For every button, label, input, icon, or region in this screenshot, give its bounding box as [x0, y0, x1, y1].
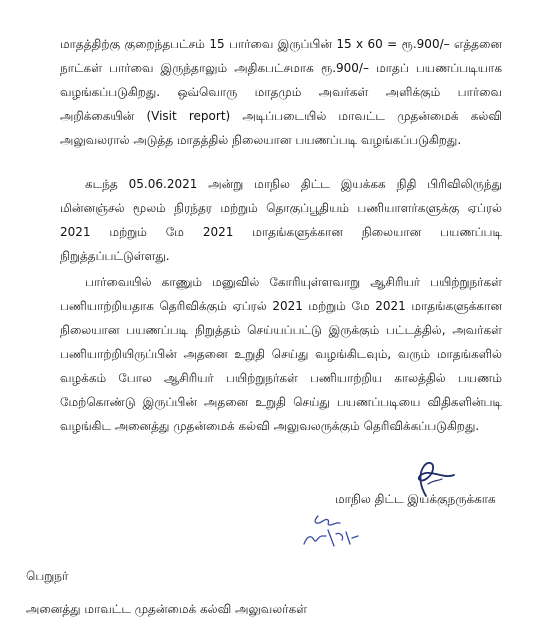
recipient-label: பெறுநர்: [26, 569, 69, 583]
paragraph-travel-allowance-rule: மாதத்திற்கு குறைந்தபட்சம் 15 பார்வை இருப்பின் 15 x 60 = ரூ.900/– எத்தனை நாட்கள் பார்வை இருந்தாலும் அதிகபட்சமாக ரூ.900/– மாதப் பயணப்படியாக வழங்கப்படுகிறது. ஒவ்வொரு மாதமும் அவர்கள் அளிக்கும் பார்வை அறிக்கையின் (Visit report) அடிப்படையில் மாவட்ட முதன்மைக் கல்வி அலுவலரால் அடுத்த மாதத்தில் நிலையான பயணப்படி வழங்கப்படுகிறது.: [60, 37, 502, 147]
initials-icon: [292, 506, 372, 554]
signatory-title: மாநில திட்ட இயக்குநருக்காக: [335, 492, 496, 506]
paragraph-instruction: பார்வையில் காணும் மனுவில் கோரியுள்ளவாறு ஆசிரியர் பயிற்றுநர்கள் பணியாற்றியதாக தெரிவிக்கும் ஏப்ரல் 2021 மற்றும் மே 2021 மாதங்களுக்கான நிலையான பயணப்படி நிறுத்தம் செய்யப்பட்டு இருக்கும் பட்டத்தில், அவர்கள் பணியாற்றியிருப்பின் அதனை உறுதி செய்து வழங்கிடவும், வரும் மாதங்களில் வழக்கம் போல ஆசிரியர் பயிற்றுநர்கள் பணியாற்றிய காலத்தில் பயணம் மேற்கொண்டு இருப்பின் அதனை உறுதி செய்து பயணப்படியை விதிகளின்படி வழங்கிட அனைத்து முதன்மைக் கல்வி அலுவலருக்கும் தெரிவிக்கப்படுகிறது.: [60, 275, 502, 433]
recipient: அனைத்து மாவட்ட முதன்மைக் கல்வி அலுவலர்கள்: [26, 602, 307, 616]
paragraph-allowance-stopped: கடந்த 05.06.2021 அன்று மாநில திட்ட இயக்கக நிதி பிரிவிலிருந்து மின்னஞ்சல் மூலம் நிரந்தர மற்றும் தொகுப்பூதியம் பணியாளர்களுக்கு ஏப்ரல் 2021 மற்றும் மே 2021 மாதங்களுக்கான நிலையான பயணப்படி நிறுத்தப்பட்டுள்ளது.: [60, 177, 502, 263]
